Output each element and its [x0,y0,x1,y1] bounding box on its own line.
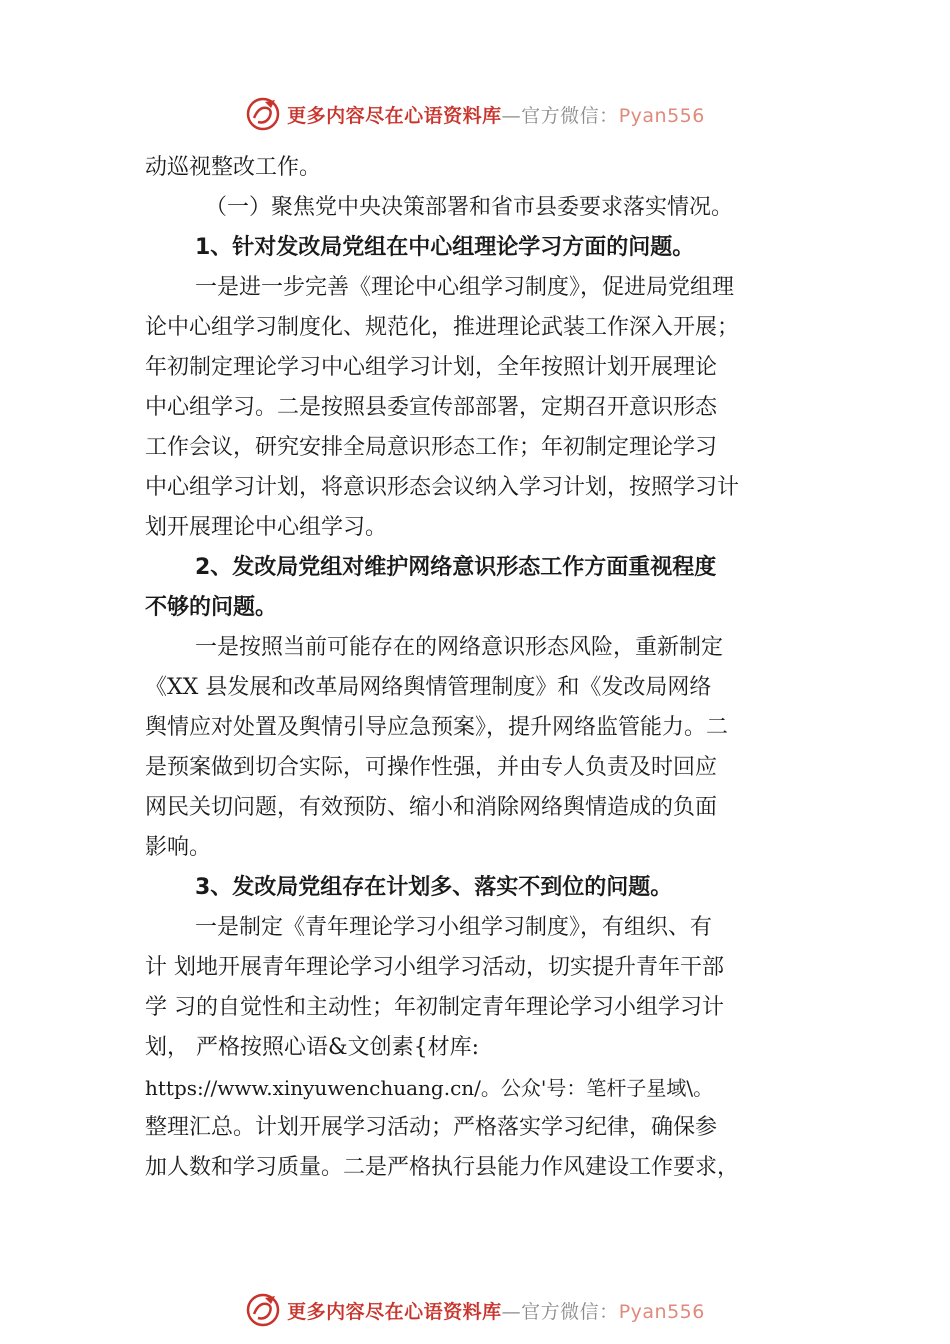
url-line: https://www.xinyuwenchuang.cn/。公众'号：笔杆子星域\。 [145,1076,714,1100]
paragraph-line: 中心组学习。二是按照县委宣传部部署，定期召开意识形态 [145,395,718,420]
paragraph-line: 整理汇总。计划开展学习活动；严格落实学习纪律，确保参 [145,1115,718,1140]
paragraph-line: 网民关切问题，有效预防、缩小和消除网络舆情造成的负面 [145,795,718,820]
brand-logo-icon [245,96,281,132]
paragraph-line: 一是进一步完善《理论中心组学习制度》，促进局党组理 [195,275,735,300]
footer-watermark-banner [0,1290,950,1330]
paragraph-line: 加人数和学习质量。二是严格执行县能力作风建设工作要求， [145,1155,740,1180]
paragraph-line: 学 习的自觉性和主动性；年初制定青年理论学习小组学习计 [145,995,724,1020]
paragraph-line: 划， 严格按照心语&文创素{材库: [145,1035,479,1060]
section-heading: （一）聚焦党中央决策部署和省市县委要求落实情况。 [205,195,734,220]
paragraph-line: 划开展理论中心组学习。 [145,515,388,540]
subsection-heading-cont: 不够的问题。 [145,595,278,620]
document-body [145,148,825,1188]
subsection-heading: 1、针对发改局党组在中心组理论学习方面的问题。 [195,235,695,260]
brand-logo-icon [245,1292,281,1328]
paragraph-line: 中心组学习计划，将意识形态会议纳入学习计划，按照学习计 [145,475,740,500]
paragraph-line: 论中心组学习制度化、规范化，推进理论武装工作深入开展； [145,315,740,340]
subsection-heading: 2、发改局党组对维护网络意识形态工作方面重视程度 [195,555,717,580]
header-watermark-banner [0,94,950,134]
paragraph-line: 舆情应对处置及舆情引导应急预案》，提升网络监管能力。二 [145,715,729,740]
paragraph-line: 是预案做到切合实际，可操作性强，并由专人负责及时回应 [145,755,718,780]
text-line: 动巡视整改工作。 [145,155,322,180]
paragraph-line: 工作会议，研究安排全局意识形态工作；年初制定理论学习 [145,435,718,460]
paragraph-line: 计 划地开展青年理论学习小组学习活动，切实提升青年干部 [145,955,724,980]
paragraph-line: 影响。 [145,835,212,860]
paragraph-line: 一是制定《青年理论学习小组学习制度》，有组织、有 [195,915,713,940]
paragraph-line: 《XX 县发展和改革局网络舆情管理制度》和《发改局网络 [145,675,712,700]
banner-text: 更多内容尽在心语资料库—官方微信：Pyan556 [287,104,705,127]
subsection-heading: 3、发改局党组存在计划多、落实不到位的问题。 [195,875,673,900]
paragraph-line: 年初制定理论学习中心组学习计划，全年按照计划开展理论 [145,355,718,380]
banner-text: 更多内容尽在心语资料库—官方微信：Pyan556 [287,1300,705,1323]
paragraph-line: 一是按照当前可能存在的网络意识形态风险，重新制定 [195,635,724,660]
